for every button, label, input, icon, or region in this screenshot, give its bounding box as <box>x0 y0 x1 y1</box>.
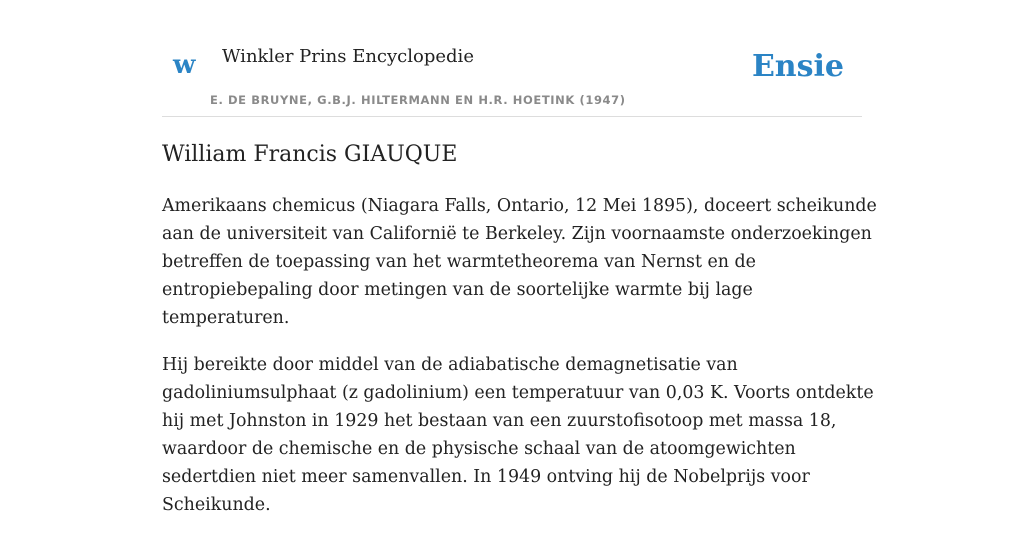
encyclopedia-header <box>162 40 862 117</box>
winkler-prins-logo[interactable]: w <box>173 50 196 80</box>
article-title: William Francis GIAUQUE <box>162 142 458 167</box>
article <box>162 140 882 538</box>
encyclopedia-title[interactable]: Winkler Prins Encyclopedie <box>222 46 474 67</box>
article-paragraph-1: Amerikaans chemicus (Niagara Falls, Ontario, 12 Mei 1895), doceert scheikunde aan de universiteit van Californië te Berkeley. Zijn voornaamste onderzoekingen betreffen de toepassing van het warmtetheorema van Nernst en de entropiebepaling door metingen van de soortelijke warmte bij lage temperaturen. <box>162 196 877 328</box>
ensie-logo[interactable]: Ensie <box>751 49 844 84</box>
encyclopedia-authors: E. DE BRUYNE, G.B.J. HILTERMANN EN H.R. HOETINK (1947) <box>210 93 626 107</box>
article-paragraph-2: Hij bereikte door middel van de adiabatische demagnetisatie van gadoliniumsulphaat (z gadolinium) een temperatuur van 0,03 K. Voorts ontdekte hij met Johnston in 1929 het bestaan van een zuurstofisotoop met massa 18, waardoor de chemische en de physische schaal van de atoomgewichten sedertdien niet meer samenvallen. In 1949 ontving hij de Nobelprijs voor Scheikunde. <box>162 355 874 515</box>
